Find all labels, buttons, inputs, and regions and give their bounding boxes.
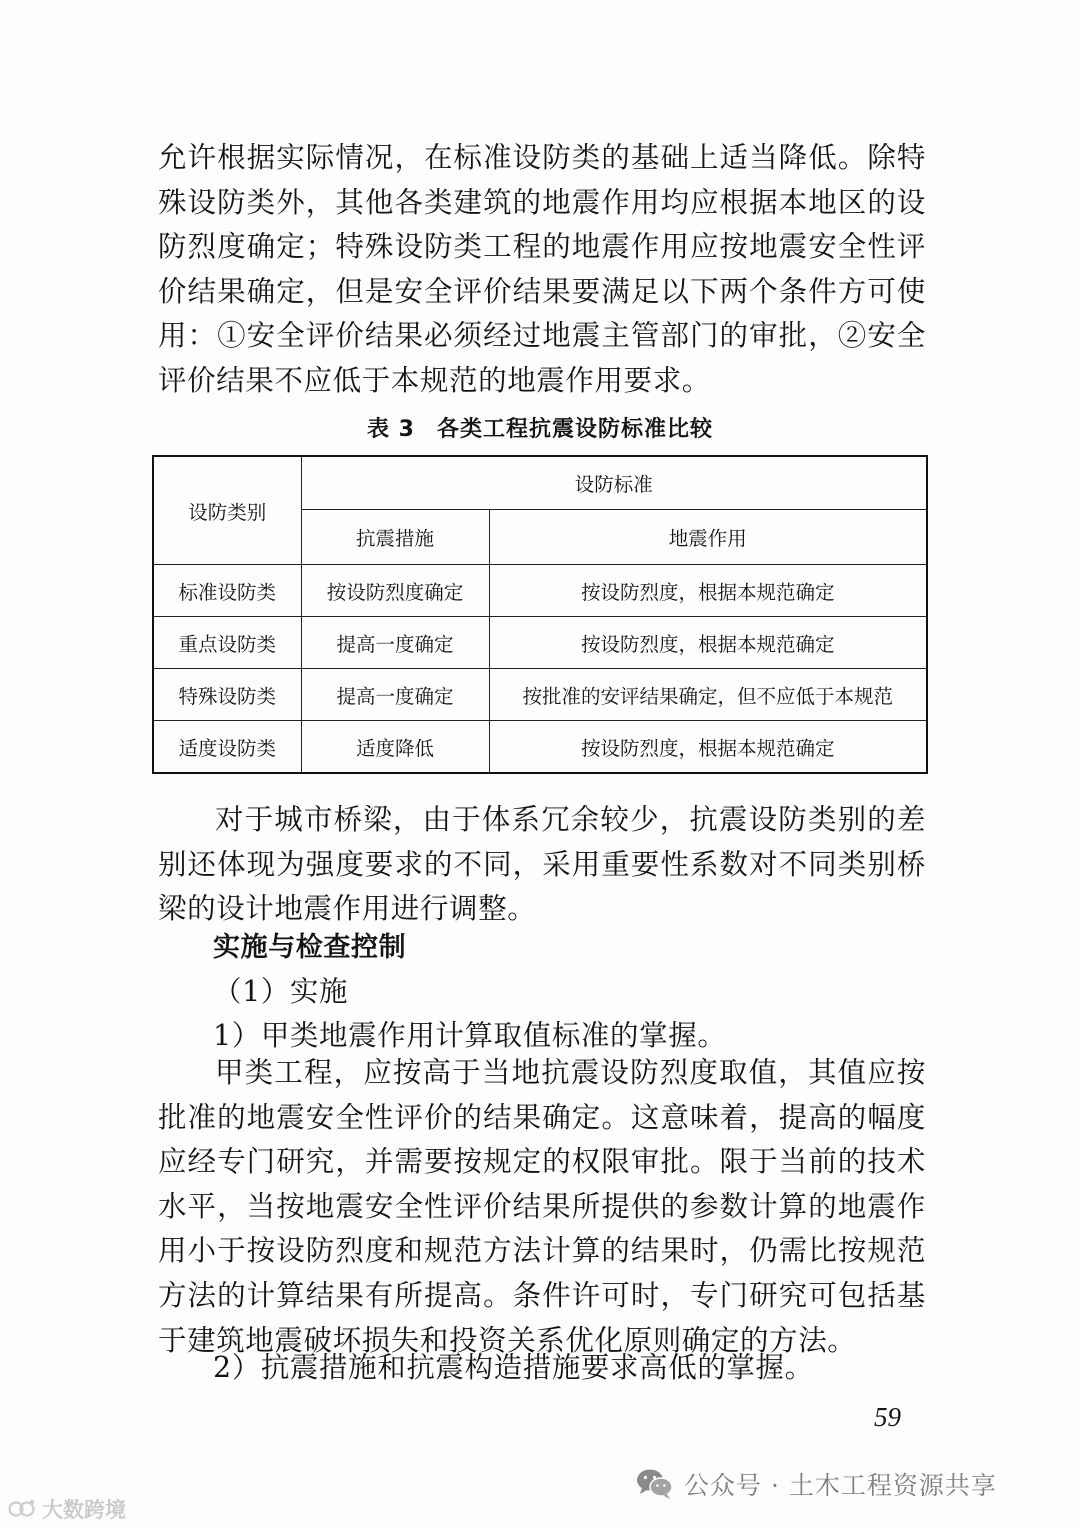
wechat-icon (636, 1468, 674, 1500)
cell-action: 按设防烈度，根据本规范确定 (489, 617, 927, 669)
cell-category: 适度设防类 (153, 721, 301, 774)
list-item: 1）甲类地震作用计算取值标准的掌握。 (213, 1019, 727, 1052)
header-action: 地震作用 (489, 510, 927, 565)
table-row (153, 617, 927, 669)
bridge-paragraph: 对于城市桥梁，由于体系冗余较少，抗震设防类别的差别还体现为强度要求的不同，采用重要性系数对不同类别桥梁的设计地震作用进行调整。 (158, 803, 926, 926)
cell-category: 特殊设防类 (153, 669, 301, 721)
table-row (153, 669, 927, 721)
cell-measures: 提高一度确定 (301, 617, 489, 669)
wechat-account-label: 公众号 · 土木工程资源共享 (684, 1471, 997, 1500)
table-header-row (153, 456, 927, 510)
header-standard: 设防标准 (301, 456, 927, 510)
subsection-title: （1）实施 (213, 975, 349, 1008)
cell-category: 重点设防类 (153, 617, 301, 669)
bottom-left-watermark-text: 大数跨境 (42, 1498, 126, 1522)
list-item: 2）抗震措施和抗震构造措施要求高低的掌握。 (213, 1351, 814, 1384)
cell-action: 按设防烈度，根据本规范确定 (489, 565, 927, 617)
cell-action: 按设防烈度，根据本规范确定 (489, 721, 927, 774)
page-number: 59 (874, 1402, 901, 1432)
header-measures: 抗震措施 (301, 510, 489, 565)
cell-category: 标准设防类 (153, 565, 301, 617)
cell-measures: 提高一度确定 (301, 669, 489, 721)
bottom-left-watermark (8, 1494, 126, 1524)
logo-icon (8, 1498, 36, 1520)
header-category: 设防类别 (153, 456, 301, 565)
wechat-watermark (636, 1464, 997, 1504)
table-caption-title: 各类工程抗震设防标准比较 (436, 417, 713, 442)
section-heading: 实施与检查控制 (213, 932, 407, 963)
table-caption-number: 表 3 (367, 417, 415, 442)
intro-paragraph: 允许根据实际情况，在标准设防类的基础上适当降低。除特殊设防类外，其他各类建筑的地震作用均应根据本地区的设防烈度确定；特殊设防类工程的地震作用应按地震安全性评价结果确定，但是安全评价结果要满足以下两个条件方可使用：①安全评价结果必须经过地震主管部门的审批，②安全评价结果不应低于本规范的地震作用要求。 (158, 141, 926, 397)
standards-table (152, 455, 928, 774)
cell-action: 按批准的安评结果确定，但不应低于本规范 (489, 669, 927, 721)
table-caption (152, 412, 928, 443)
cell-measures: 按设防烈度确定 (301, 565, 489, 617)
table-row (153, 721, 927, 774)
cell-measures: 适度降低 (301, 721, 489, 774)
table-row (153, 565, 927, 617)
body-paragraph: 甲类工程，应按高于当地抗震设防烈度取值，其值应按批准的地震安全性评价的结果确定。这意味着，提高的幅度应经专门研究，并需要按规定的权限审批。限于当前的技术水平，当按地震安全性评价结果所提供的参数计算的地震作用小于按设防烈度和规范方法计算的结果时，仍需比按规范方法的计算结果有所提高。条件许可时，专门研究可包括基于建筑地震破坏损失和投资关系优化原则确定的方法。 (158, 1056, 926, 1357)
